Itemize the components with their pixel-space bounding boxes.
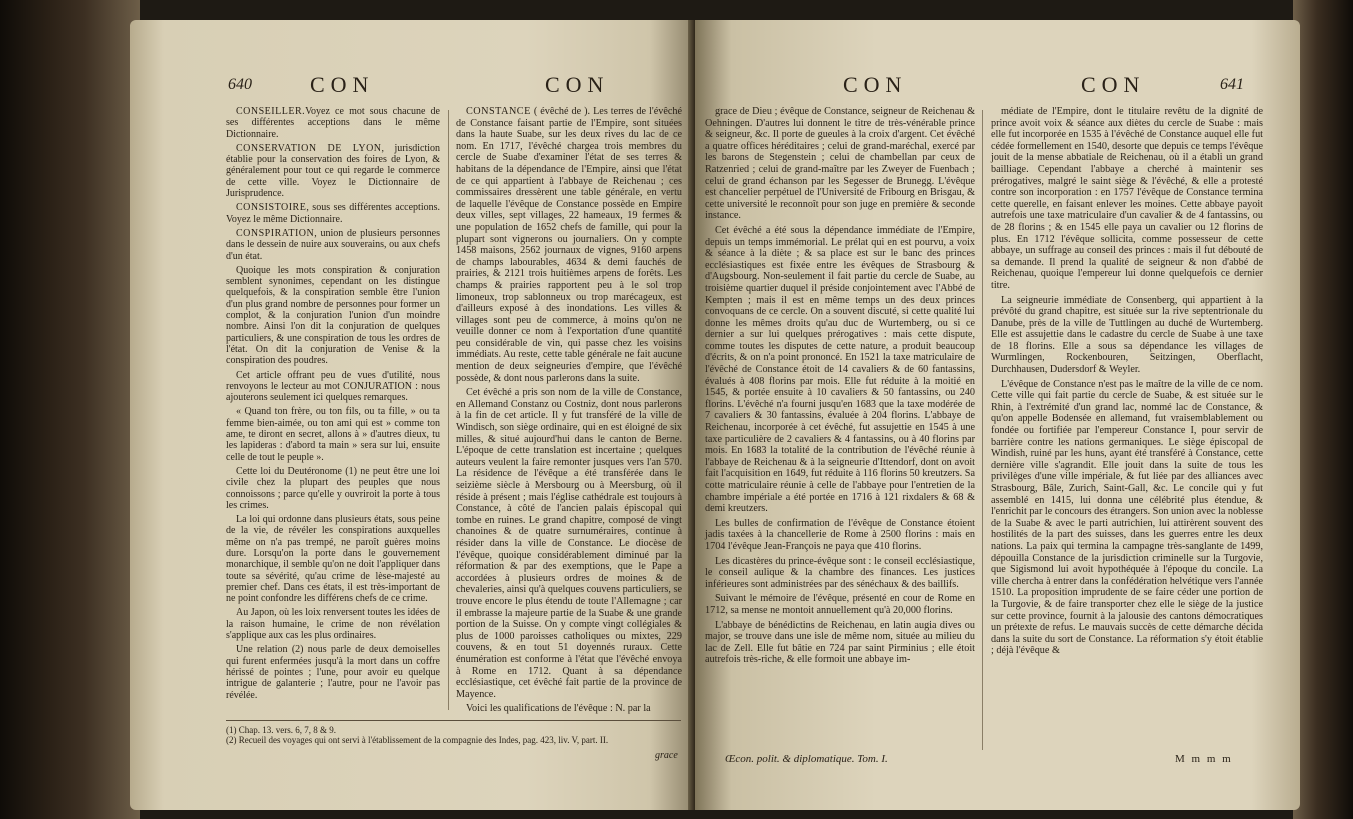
paragraph-text: « Quand ton frère, ou ton fils, ou ta fille, » ou ta femme bien-aimée, ou ton ami qui est » comme ton ame, te diront en secret, allons à » d'autres dieux, tu les lapideras : d'abord ta main » sera sur lui, ensuite celle de tout le peuple ». bbox=[226, 406, 440, 463]
paragraph-text: Voici les qualifications de l'évêque : N. par la bbox=[466, 703, 651, 715]
paragraph-text: , sous ses différentes acceptions. Voyez le même Dictionnaire. bbox=[226, 202, 440, 225]
paragraph-text: , union de plusieurs personnes dans le dessein de nuire aux souverains, ou aux chefs d'un état. bbox=[226, 227, 440, 262]
paragraph bbox=[226, 607, 440, 641]
paragraph-text: Cet évêché a été sous la dépendance immédiate de l'Empire, depuis un temps immémorial. Le prélat qui en est pourvu, a voix & séance à la diète ; & sa place est sur le banc des princes ecclésiastiques est fixée entre les évêques de Strasbourg & d'Augsbourg. Non-seulement il fait partie du cercle de Suabe, au troisième quartier duquel il préside conjointement avec l'Abbé de Kempten ; mais il est en même temps un des deux princes convoquans de ce cercle. On a souvent discuté, si cette qualité lui donne les mêmes droits qu'au duc de Wurtemberg, ou si ce dernier a sur lui quelques prérogatives : mais cette dispute, comme toutes les disputes de cette nature, a produit beaucoup d'écrits, & on n'a point prononcé. En 1521 la taxe matriculaire de l'évêché de Constance étoit de 14 cavaliers & de 60 fantassins, évalués à 408 florins par mois. Elle fut réduite à la moitié en 1545, & portée ensuite à 10 cavaliers & 50 fantassins, ou 240 florins. L'évêché n'a fourni jusqu'en 1683 que la taxe modérée de 7 cavaliers & 30 fantassins, évaluée à 204 florins. L'abbaye de Reichenau, incorporée à cet évêché, fut assujettie en 1545 à une taxe particulière de 2 cavaliers & 4 fantassins, ou à 40 florins par mois. En 1683 la totalité de la contribution de l'évêché réunie à l'abbaye de Reichenau & à la seigneurie d'Ittendorf, dont on avoit fait l'acquisition en 1649, fut réduite à 116 florins 50 kreutzers. Sa cotte matriculaire réunie à celle de l'abbaye pour l'entretien de la chambre impériale a été portée en 1716 à 121 rixdalers & 68 & demi kreutzers. bbox=[705, 224, 975, 515]
footnote: (1) Chap. 13. vers. 6, 7, 8 & 9. bbox=[226, 725, 336, 735]
paragraph bbox=[705, 556, 975, 591]
paragraph-text: Cet évêché a pris son nom de la ville de Constance, en Allemand Constanz ou Costniz, dont nous parlerons à la fin de cet article. Il y fut transféré de la ville de Windisch, son siège ordinaire, qui en est éloigné de six milles, & situé aujourd'hui dans le canton de Berne. L'époque de cette translation est incertaine ; quelques auteurs veulent la faire remonter jusques vers l'an 570. La résidence de l'évêque a été transférée dans le seizième siècle à Mersbourg ou à Meersburg, où il réside à présent ; mais l'église cathédrale est toujours à Constance, à côté de l'ancien palais épiscopal qui tombe en ruines. Le grand chapitre, composé de vingt chanoines & de quatre surnuméraires, continue à résider dans la ville de Constance. Le diocèse de l'évêque, quoique considérablement diminué par la réformation & par des exemptions, que le Pape a accordées à plusieurs ordres de moines & de chevaleries, ainsi qu'à quelques couvens particuliers, se trouve encore le plus étendu de toute l'Allemagne ; car il embrasse la majeure partie de la Suabe & une grande portion de la Suisse. On y compte vingt collégiales & plus de 1000 paroisses catholiques ou mixtes, 229 couvens, & en tout 51 doyennés ruraux. Cette énumération est conforme à l'état que l'évêché envoya à Rome en 1712. Quant à sa dépendance ecclésiastique, cet évêché fait partie de la province de Mayence. bbox=[456, 387, 682, 700]
right-page-header bbox=[695, 72, 1300, 98]
paragraph-text: Les dicastères du prince-évêque sont : le conseil ecclésiastique, le conseil aulique & la chambre des finances. Les justices inférieures sont administrées par des sénéchaux & des baillifs. bbox=[705, 555, 975, 590]
running-head: CON bbox=[1081, 72, 1146, 97]
running-head: CON bbox=[843, 72, 908, 97]
paragraph-text: L'abbaye de bénédictins de Reichenau, en latin augia dives ou major, se trouve dans une isle de même nom, située au milieu du lac de Zell. Elle fut bâtie en 724 par saint Pirminius ; elle étoit autrefois très-riche, & elle formoit une abbaye im- bbox=[705, 619, 975, 666]
paragraph bbox=[226, 202, 440, 225]
paragraph-text: Quoique les mots conspiration & conjuration semblent synonimes, cependant on les distingue quelquefois, & la conspiration semble être l'union d'un plus grand nombre de personnes pour former un complot, & la conjuration l'union d'un moindre nombre. Ainsi l'on dit la conjuration de quelques particuliers, & une conspiration de tous les ordres de l'état. On dit la conjuration de Venise & la conspiration des poudres. bbox=[226, 264, 440, 367]
left-page-column-1 bbox=[226, 106, 440, 704]
footnote: (2) Recueil des voyages qui ont servi à l'établissement de la compagnie des Indes, pag. 423, liv. V, part. II. bbox=[226, 735, 609, 745]
paragraph bbox=[226, 370, 440, 404]
paragraph bbox=[456, 106, 682, 384]
paragraph-text: , jurisdiction établie pour la conservation des foires de Lyon, & généralement pour tout ce qui regarde le commerce de cette ville. Voyez le Dictionnaire de Jurisprudence. bbox=[226, 142, 440, 200]
running-head: CON bbox=[545, 72, 610, 97]
book-edge-right bbox=[1293, 0, 1353, 819]
running-head: CON bbox=[310, 72, 375, 97]
column-divider bbox=[982, 110, 983, 750]
paragraph-text: Au Japon, où les loix renversent toutes les idées de la raison humaine, le crime de non révélation s'applique aux cas les plus ordinaires. bbox=[226, 607, 440, 642]
book-edge-left bbox=[0, 0, 140, 819]
paragraph-text: Une relation (2) nous parle de deux demoiselles qui furent enfermées jusqu'à la mort dans un coffre hérissé de pointes ; l'une, pour avoir eu quelque intrigue de galanterie ; l'autre, pour ne l'avoir pas révélée. bbox=[226, 644, 440, 701]
paragraph bbox=[226, 106, 440, 140]
paragraph-text: Cette loi du Deutéronome (1) ne peut être une loi civile chez la plupart des peuples que nous connoissons ; parce qu'elle y ouvriroit la porte à tous les crimes. bbox=[226, 465, 440, 511]
entry-heading: CONSERVATION DE LYON bbox=[236, 142, 382, 154]
footnote-rule bbox=[226, 720, 681, 721]
page-number: 640 bbox=[228, 76, 252, 93]
right-page bbox=[695, 20, 1300, 810]
paragraph-text: médiate de l'Empire, dont le titulaire revêtu de la dignité de prince avoit voix & séance aux diètes du cercle de Suabe : mais elle fut incorporée en 1535 à l'évêché de Constance auquel elle fut cédée formellement en 1540, desorte que depuis ce temps l'évêque jouit de la mense abbatiale de Reichenau, où il a établi un grand bailliage. Cependant l'abbaye a cherché à maintenir ses prérogatives, malgré le saint siège & l'évêché, & elle a protesté contre son incorporation : en 1757 l'évêque de Constance termina cette querelle, en faisant enlever les moines. Cette abbaye payoit autrefois une taxe matriculaire d'un cavalier & de 4 fantassins, ou de 28 florins ; & en 1545 elle paya un cavalier ou 12 florins de plus. En 1712 l'évêque sollicita, comme possesseur de cette abbaye, un suffrage au conseil des princes : mais il fut débouté de sa demande. Il prend la qualité de seigneur & non d'abbé de Reichenau, quoique l'empereur lui donne quelquefois ce dernier titre. bbox=[991, 106, 1263, 291]
column-divider bbox=[448, 110, 449, 710]
entry-heading: CONSTANCE bbox=[466, 106, 531, 117]
left-page-header bbox=[130, 72, 695, 98]
paragraph bbox=[456, 703, 682, 715]
paragraph bbox=[226, 644, 440, 700]
paragraph-text: Suivant le mémoire de l'évêque, présenté en cour de Rome en 1712, sa mense ne montoit annuellement qu'à 20,000 florins. bbox=[705, 593, 975, 616]
paragraph bbox=[226, 228, 440, 262]
paragraph bbox=[705, 593, 975, 616]
paragraph bbox=[705, 225, 975, 515]
page-number: 641 bbox=[1220, 76, 1244, 93]
entry-heading: CONSISTOIRE bbox=[236, 202, 307, 214]
paragraph bbox=[226, 514, 440, 604]
entry-heading: CONSEILLER. bbox=[236, 106, 306, 117]
paragraph-text: Voyez ce mot sous chacune de ses différentes acceptions dans le même Dictionnaire. bbox=[226, 106, 440, 140]
right-page-column-2 bbox=[991, 106, 1263, 660]
paragraph-text: La seigneurie immédiate de Consenberg, qui appartient à la prévôté du grand chapitre, est située sur la rive septentrionale du Danube, près de la ville de Tuttlingen au duché de Wurtemberg. Elle est assujettie dans le cadastre du cercle de Suabe à une taxe de 18 florins. Elle a sous sa dépendance les villages de Wurmlingen, Rockenbouren, Seitzingen, Oberflacht, Durchhausen, Dudersdorf & Weyler. bbox=[991, 294, 1263, 376]
entry-heading: CONSPIRATION bbox=[236, 227, 315, 239]
paragraph bbox=[226, 143, 440, 199]
paragraph bbox=[226, 406, 440, 462]
left-page bbox=[130, 20, 695, 810]
signature-mark: M m m m bbox=[1175, 753, 1233, 765]
paragraph bbox=[705, 106, 975, 222]
paragraph-text: Cet article offrant peu de vues d'utilité, nous renvoyons le lecteur au mot CONJURATION : nous ajouterons seulement ici quelques remarques. bbox=[226, 369, 440, 404]
paragraph bbox=[991, 106, 1263, 292]
footnotes bbox=[226, 725, 686, 745]
right-page-column-1 bbox=[705, 106, 975, 669]
paragraph bbox=[705, 518, 975, 553]
paragraph bbox=[991, 295, 1263, 376]
catchword: grace bbox=[655, 750, 678, 761]
paragraph bbox=[705, 620, 975, 666]
paragraph-text: La loi qui ordonne dans plusieurs états, sous peine de la vie, de révéler les conspirations auxquelles même on n'a pas trempé, ne paroît guères moins dure. Lorsqu'on la porte dans le gouvernement monarchique, il semble qu'on ne doit l'appliquer dans toute sa sévérité, qu'au crime de lèse-majesté au premier chef. Dans ces états, il est très-important de ne point confondre les différens chefs de ce crime. bbox=[226, 514, 440, 605]
paragraph-text: L'évêque de Constance n'est pas le maître de la ville de ce nom. Cette ville qui fait partie du cercle de Suabe, & est située sur le Rhin, à l'extrémité d'un grand lac, nommé lac de Constance, & qu'on appelle Bodensée en allemand, fut vraisemblablement ou fondée ou fortifiée par l'empereur Constance I, pour servir de barrière contre les nations germaniques. Le siège épiscopal de Windish, ruiné par les huns, ayant été transféré à Constance, cette dernière ville s'agrandit. Elle jouit dans la suite de tous les privilèges d'une ville impériale, & fut liée par des alliances avec Strasbourg, Bâle, Zurich, Saint-Gall, &c. Le concile qui y fut assemblé en 1415, lui donna une célébrité plus étendue, & l'enrichit par le concours des étrangers. Son union avec la noblesse de la Suabe & avec le parti autrichien, lui attirèrent souvent des hostilités de la part des suisses, dans les guerres entre les deux nations. La paix qui termina la campagne très-sanglante de 1499, dépouilla Constance de la jurisdiction criminelle sur la Turgovie, que Sigismond lui avoit hypothéquée à l'époque du concile. La ville chercha à entrer dans la confédération helvétique vers l'année 1510. La proposition imprudente de se faire céder une portion de la Turgovie, & de faire transporter chez elle le siège de la justice sur cette province, fournit à la jalousie des cantons démocratiques un prétexte de refus. Le mauvais succès de cette démarche décida dans la suite du sort de Constance. La réformation s'y étoit établie ; déjà l'évêque & bbox=[991, 378, 1263, 657]
footer-title: Œcon. polit. & diplomatique. Tom. I. bbox=[725, 753, 888, 765]
paragraph-text: ( évêché de ). Les terres de l'évêché de Constance faisant partie de l'Empire, sont situées dans la haute Suabe, sur les deux rives du lac de ce nom. En 1717, l'évêché chargea trois membres du cercle de Suabe d'examiner l'état de ses terres & habitans de la dépendance de l'Empire, ainsi que l'état de ce qui appartient à l'abbaye de Reichenau ; ces commissaires dressèrent une table générale, en vertu de laquelle l'évêque de Constance possède en Empire deux villes, sept villages, 22 hameaux, 19 fermes & une population de 1652 chefs de famille, qui pour la plupart sont vignerons ou journaliers. On y compte 1458 maisons, 2562 journaux de vignes, 9160 arpens de champs labourables, 4634 & demi fauchés de prairies, & 2121 trois huitièmes arpens de forêts. Les champs & prairies rapportent peu à le sol trop limoneux, trop sablonneux ou trop marécageux, est d'ailleurs exposé à des inondations. Les villes & villages sont peu de commerce, à moins qu'on ne veuille donner ce nom à l'exportation d'une quantité peu considérable de vin, qui passe chez les voisins immédiats. Au reste, cette table générale ne fait aucune mention de deux seigneuries d'empire, que l'évêché possède, & dont nous parlerons dans la suite. bbox=[456, 106, 682, 384]
paragraph bbox=[226, 265, 440, 367]
paragraph bbox=[991, 379, 1263, 657]
paragraph bbox=[226, 466, 440, 511]
paragraph bbox=[456, 387, 682, 700]
left-page-column-2 bbox=[456, 106, 682, 718]
paragraph-text: Les bulles de confirmation de l'évêque de Constance étoient jadis taxées à la chancellerie de Rome à 2500 florins : mais en 1704 l'évêque Jean-François ne paya que 410 florins. bbox=[705, 517, 975, 552]
paragraph-text: grace de Dieu ; évêque de Constance, seigneur de Reichenau & Oehningen. D'autres lui donnent le titre de très-vénérable prince & seigneur, &c. Il porte de gueules à la croix d'argent. Cet évêché a quatre offices héréditaires ; celui de grand-maréchal, exercé par les barons de Stegenstein ; celui de chambellan par ceux de Ratzenried ; celui de grand-maître par les Zweyer de Fuenbach ; celui de grand échanson par les Segesser de Brunegg. L'évêque est chancelier perpétuel de l'Université de Fribourg en Brisgau, & cette université le reconnoît pour son juge en première & seconde instance. bbox=[705, 106, 975, 222]
